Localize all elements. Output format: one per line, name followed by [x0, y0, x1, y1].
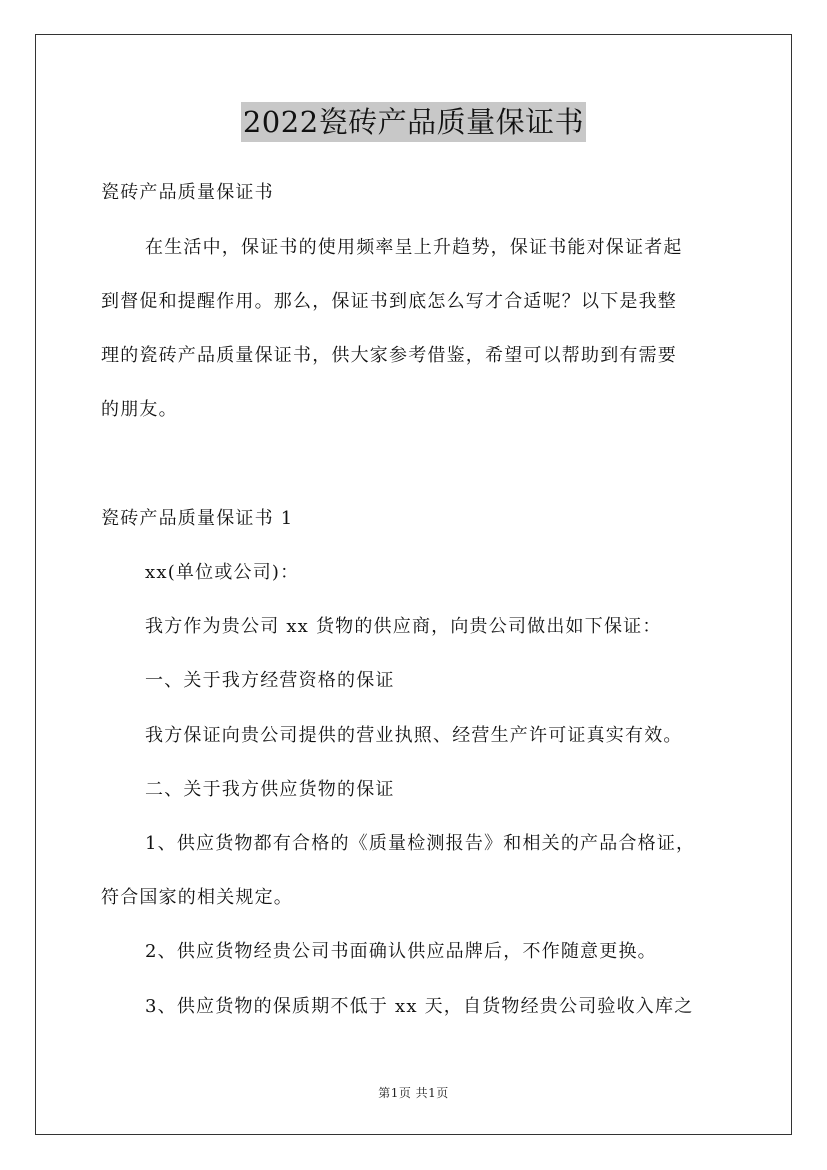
- body-line-1: xx(单位或公司)：: [145, 562, 300, 583]
- body-line-8: 2、供应货物经贵公司书面确认供应品牌后，不作随意更换。: [145, 941, 657, 962]
- body-line-5: 二、关于我方供应货物的保证: [145, 779, 395, 800]
- intro-line-4: 的朋友。: [101, 399, 178, 420]
- intro-line-1: 在生活中，保证书的使用频率呈上升趋势，保证书能对保证者起: [145, 237, 683, 258]
- document-title: 2022瓷砖产品质量保证书: [241, 102, 586, 142]
- body-line-4: 我方保证向贵公司提供的营业执照、经营生产许可证真实有效。: [145, 725, 683, 746]
- page-footer: 第1页 共1页: [378, 1086, 449, 1100]
- body-line-2: 我方作为贵公司 xx 货物的供应商，向贵公司做出如下保证：: [145, 616, 662, 637]
- intro-line-2: 到督促和提醒作用。那么，保证书到底怎么写才合适呢？以下是我整: [101, 291, 677, 312]
- intro-heading: 瓷砖产品质量保证书: [101, 182, 274, 203]
- section-heading: 瓷砖产品质量保证书 1: [101, 508, 294, 529]
- intro-line-3: 理的瓷砖产品质量保证书，供大家参考借鉴，希望可以帮助到有需要: [101, 345, 677, 366]
- body-line-3: 一、关于我方经营资格的保证: [145, 670, 395, 691]
- body-line-9: 3、供应货物的保质期不低于 xx 天，自货物经贵公司验收入库之: [145, 996, 694, 1017]
- body-line-7: 符合国家的相关规定。: [101, 887, 293, 908]
- document-title-container: [0, 102, 827, 142]
- body-line-6: 1、供应货物都有合格的《质量检测报告》和相关的产品合格证，: [145, 833, 696, 854]
